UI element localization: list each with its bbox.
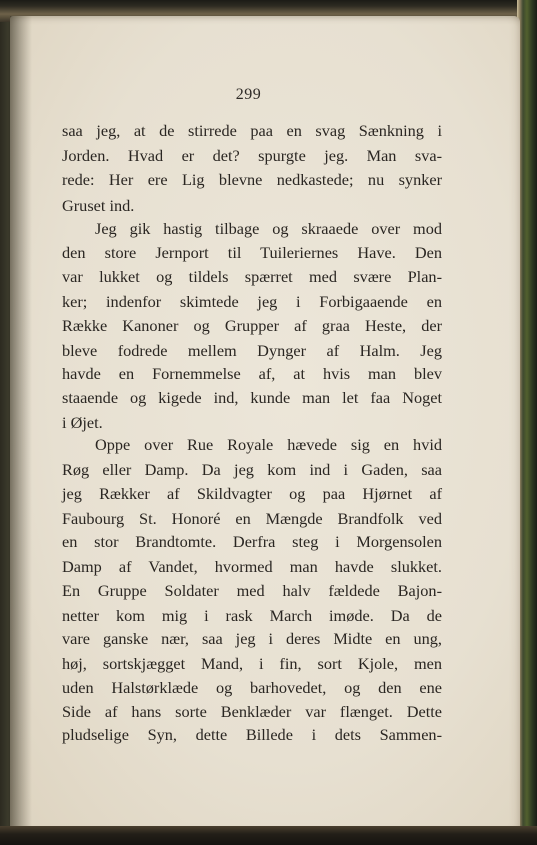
text-line: netter kom mig i rask March imøde. Da de [62, 606, 442, 625]
text-line: den store Jernport til Tuileriernes Have. Den [62, 243, 442, 262]
text-line: saa jeg, at de stirrede paa en svag Sænkning i [62, 121, 442, 140]
text-line: staaende og kigede ind, kunde man let faa Noget [62, 388, 442, 407]
text-line: Faubourg St. Honoré en Mængde Brandfolk ved [62, 509, 442, 528]
text-line: Side af hans sorte Benklæder var flænget. Dette [62, 702, 442, 721]
text-line: uden Halstørklæde og barhovedet, og den ene [62, 678, 442, 697]
text-line: En Gruppe Soldater med halv fældede Bajon- [62, 581, 442, 600]
text-line: vare ganske nær, saa jeg i deres Midte en ung, [62, 629, 442, 648]
text-line: bleve fodrede mellem Dynger af Halm. Jeg [62, 341, 442, 360]
text-line: var lukket og tildels spærret med svære Plan- [62, 267, 442, 286]
book-cover-bottom-edge [0, 826, 537, 845]
text-line: Oppe over Rue Royale hævede sig en hvid [95, 435, 442, 454]
text-line: høj, sortskjægget Mand, i fin, sort Kjole, men [62, 654, 442, 673]
book-cover-right-edge [517, 0, 537, 845]
text-line: ker; indenfor skimtede jeg i Forbigaaende en [62, 292, 442, 311]
text-line: pludselige Syn, dette Billede i dets Sammen- [62, 725, 442, 744]
text-line: Røg eller Damp. Da jeg kom ind i Gaden, saa [62, 460, 442, 479]
text-line: Damp af Vandet, hvormed man havde slukket. [62, 557, 442, 576]
text-line: Jorden. Hvad er det? spurgte jeg. Man sva- [62, 146, 442, 165]
text-line: en stor Brandtomte. Derfra steg i Morgensolen [62, 532, 442, 551]
text-line: i Øjet. [62, 413, 103, 432]
text-line: Jeg gik hastig tilbage og skraaede over mod [95, 219, 442, 238]
text-line: Gruset ind. [62, 196, 135, 215]
page-number: 299 [235, 86, 262, 103]
text-line: rede: Her ere Lig blevne nedkastede; nu synker [62, 170, 442, 189]
text-line: jeg Rækker af Skildvagter og paa Hjørnet af [62, 484, 442, 503]
text-line: Række Kanoner og Grupper af graa Heste, der [62, 316, 442, 335]
text-line: havde en Fornemmelse af, at hvis man blev [62, 364, 442, 383]
